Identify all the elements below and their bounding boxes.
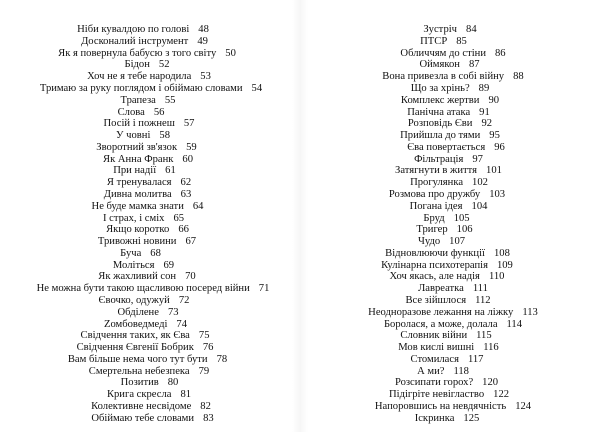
- toc-entry-title: Обличчям до стіни: [400, 47, 486, 59]
- toc-entry-page-number: 81: [180, 389, 192, 401]
- toc-entry-title: Розповідь Єви: [407, 118, 473, 130]
- toc-entry-page-number: 112: [475, 294, 491, 306]
- toc-entry-title: І страх, і сміх: [102, 212, 165, 224]
- toc-entry-title: Смертельна небезпека: [88, 365, 190, 377]
- toc-entry-page-number: 65: [173, 212, 185, 224]
- toc-entry-page-number: 53: [200, 71, 211, 83]
- toc-entry-page-number: 106: [456, 224, 473, 236]
- toc-entry-title: Тривожні новини: [97, 236, 177, 247]
- toc-entry-title: При надії: [113, 165, 157, 177]
- toc-entry-page-number: 105: [453, 212, 470, 224]
- toc-entry-page-number: 61: [165, 165, 176, 177]
- toc-entry-page-number: 63: [180, 188, 192, 200]
- toc-entry-title: Як я повернула бабусю з того світу: [58, 47, 217, 59]
- toc-entry-page-number: 52: [158, 59, 170, 71]
- toc-entry-title: Розсипати горох?: [394, 377, 474, 389]
- toc-entry-title: Фільтрація: [414, 153, 464, 165]
- toc-entry-title: Зустріч: [423, 24, 458, 35]
- toc-entry-title: Вона привезла в собі війну: [382, 71, 505, 83]
- toc-entry-page-number: 75: [198, 330, 210, 342]
- toc-entry-title: У човні: [116, 130, 151, 141]
- toc-entry-page-number: 117: [467, 353, 484, 365]
- toc-entry-title: Підігріте невігластво: [388, 389, 485, 401]
- toc-entry-title: Досконалий інструмент: [81, 35, 189, 47]
- toc-entry-title: Як жахливий сон: [98, 271, 177, 283]
- toc-entry-page-number: 115: [476, 330, 492, 342]
- toc-entry-title: Вам більше нема чого тут бути: [67, 353, 208, 365]
- toc-entry-title: Слова: [117, 106, 145, 118]
- toc-entry-title: Стомилася: [410, 353, 459, 365]
- toc-entry-title: Якщо коротко: [106, 224, 170, 236]
- toc-entry-title: Обіймаю тебе словами: [91, 412, 195, 424]
- toc-entry-page-number: 71: [258, 283, 270, 295]
- toc-entry-page-number: 68: [150, 247, 161, 259]
- toc-entry-page-number: 91: [479, 106, 490, 118]
- toc-entry-page-number: 90: [488, 94, 500, 106]
- toc-entry-title: Хоч не я тебе народила: [87, 71, 192, 83]
- toc-entry-page-number: 111: [472, 283, 488, 295]
- toc-entry-title: Прогулянка: [410, 177, 464, 189]
- toc-entry-title: Комплекс жертви: [400, 94, 480, 106]
- toc-entry-page-number: 62: [180, 177, 192, 189]
- toc-entry-title: Посій і пожнеш: [103, 118, 175, 130]
- toc-entry-page-number: 92: [481, 118, 493, 130]
- toc-entry-page-number: 64: [192, 200, 204, 212]
- toc-entry-title: Все зійшлося: [405, 294, 467, 306]
- toc-entry-page-number: 50: [225, 47, 236, 59]
- toc-entry-title: Дивна молитва: [103, 188, 172, 200]
- toc-entry-title: Ніби кувалдою по голові: [77, 24, 190, 35]
- toc-entry-page-number: 95: [489, 130, 500, 141]
- toc-entry-page-number: 108: [493, 247, 510, 259]
- toc-entry-title: Не можна бути такою щасливою посеред війни: [36, 283, 250, 295]
- toc-entry-title: Бідон: [124, 59, 150, 71]
- right-page: [300, 0, 600, 432]
- toc-entry-page-number: 109: [496, 259, 513, 271]
- toc-entry-title: Іскринка: [414, 412, 455, 424]
- toc-entry-page-number: 78: [216, 353, 228, 365]
- toc-entry-title: Крига скресла: [106, 389, 172, 401]
- toc-entry-page-number: 116: [483, 342, 499, 354]
- toc-entry-title: Словник війни: [400, 330, 468, 342]
- toc-entry-page-number: 125: [463, 412, 480, 424]
- toc-entry-title: Лавреатка: [418, 283, 464, 295]
- toc-entry-page-number: 122: [493, 389, 510, 401]
- toc-entry-page-number: 120: [482, 377, 499, 389]
- toc-entry-title: Розмова про дружбу: [388, 188, 481, 200]
- toc-entry-title: Панічна атака: [407, 106, 471, 118]
- toc-entry-title: Відновлюючи функції: [385, 247, 485, 259]
- toc-entry-page-number: 104: [471, 200, 488, 212]
- toc-entry-page-number: 107: [449, 236, 466, 247]
- toc-entry-page-number: 101: [486, 165, 502, 177]
- toc-entry-page-number: 87: [468, 59, 480, 71]
- toc-entry-page-number: 74: [176, 318, 188, 330]
- toc-entry-page-number: 113: [522, 306, 538, 318]
- toc-entry-title: Неодноразове лежання на ліжку: [368, 306, 514, 318]
- toc-entry-page-number: 48: [198, 24, 209, 35]
- toc-entry-title: Трапеза: [120, 94, 156, 106]
- toc-entry-title: Мов кислі вишні: [398, 342, 475, 354]
- toc-entry-page-number: 124: [515, 401, 532, 412]
- toc-entry-title: Zомбоведмеді: [103, 318, 168, 330]
- toc-entry-title: Свідчення Євгенії Бобрик: [76, 342, 194, 354]
- toc-entry-title: Зворотний зв'язок: [96, 141, 178, 153]
- toc-entry-page-number: 84: [466, 24, 477, 35]
- toc-entry-page-number: 110: [488, 271, 505, 283]
- toc-entry-title: Погана ідея: [409, 200, 463, 212]
- toc-entry-title: Євочко, одужуй: [98, 294, 170, 306]
- toc-entry-page-number: 88: [513, 71, 524, 83]
- toc-entry-title: Моліться: [112, 259, 155, 271]
- toc-entry-title: Тримаю за руку поглядом і обіймаю словами: [39, 82, 243, 94]
- right-toc-entry: [300, 411, 600, 427]
- toc-entry-page-number: 72: [178, 294, 190, 306]
- toc-entry-page-number: 86: [494, 47, 506, 59]
- toc-entry-page-number: 85: [456, 35, 467, 47]
- toc-entry-page-number: 89: [478, 82, 490, 94]
- toc-entry-page-number: 67: [185, 236, 197, 247]
- toc-entry-page-number: 83: [203, 412, 214, 424]
- toc-entry-page-number: 79: [198, 365, 210, 377]
- toc-entry-title: Колективне несвідоме: [91, 401, 192, 412]
- toc-entry-page-number: 57: [183, 118, 195, 130]
- toc-entry-page-number: 55: [164, 94, 176, 106]
- left-toc-entry: [0, 411, 300, 427]
- toc-entry-title: Обділене: [117, 306, 159, 318]
- toc-entry-page-number: 76: [202, 342, 214, 354]
- toc-entry-title: Напоровшись на невдячність: [374, 401, 507, 412]
- toc-entry-page-number: 102: [472, 177, 488, 189]
- toc-entry-page-number: 82: [200, 401, 211, 412]
- toc-entry-title: Я тренувалася: [106, 177, 172, 189]
- toc-entry-title: Хоч якась, але надія: [389, 271, 480, 283]
- toc-entry-title: А ми?: [417, 365, 445, 377]
- toc-entry-title: Бруд: [423, 212, 445, 224]
- toc-entry-page-number: 73: [167, 306, 179, 318]
- toc-entry-title: Затягнути в життя: [395, 165, 478, 177]
- toc-entry-page-number: 97: [472, 153, 483, 165]
- toc-entry-title: ПТСР: [420, 35, 448, 47]
- toc-entry-title: Кулінарна психотерапія: [381, 259, 488, 271]
- toc-entry-title: Чудо: [417, 236, 441, 247]
- toc-entry-page-number: 69: [163, 259, 175, 271]
- toc-entry-title: Позитив: [120, 377, 159, 389]
- toc-entry-page-number: 70: [185, 271, 196, 283]
- toc-entry-page-number: 54: [251, 82, 263, 94]
- toc-entry-title: Свідчення таких, як Єва: [80, 330, 190, 342]
- toc-entry-title: Боролася, а може, долала: [383, 318, 498, 330]
- toc-entry-title: Як Анна Франк: [103, 153, 174, 165]
- toc-entry-page-number: 59: [186, 141, 197, 153]
- toc-entry-title: Тригер: [416, 224, 448, 236]
- toc-entry-title: Що за хрінь?: [410, 82, 470, 94]
- toc-entry-title: Оймякон: [419, 59, 460, 71]
- toc-entry-page-number: 103: [489, 188, 506, 200]
- toc-entry-page-number: 114: [506, 318, 523, 330]
- toc-entry-title: Буча: [120, 247, 142, 259]
- toc-entry-page-number: 80: [167, 377, 179, 389]
- toc-entry-title: Не буде мамка знати: [91, 200, 184, 212]
- toc-entry-page-number: 56: [153, 106, 165, 118]
- toc-entry-page-number: 66: [178, 224, 189, 236]
- toc-entry-page-number: 96: [494, 141, 505, 153]
- toc-entry-title: Прийшла до тями: [400, 130, 481, 141]
- toc-entry-page-number: 118: [453, 365, 469, 377]
- toc-entry-title: Єва повертається: [407, 141, 486, 153]
- toc-entry-page-number: 60: [182, 153, 193, 165]
- toc-entry-page-number: 58: [159, 130, 170, 141]
- toc-entry-page-number: 49: [197, 35, 208, 47]
